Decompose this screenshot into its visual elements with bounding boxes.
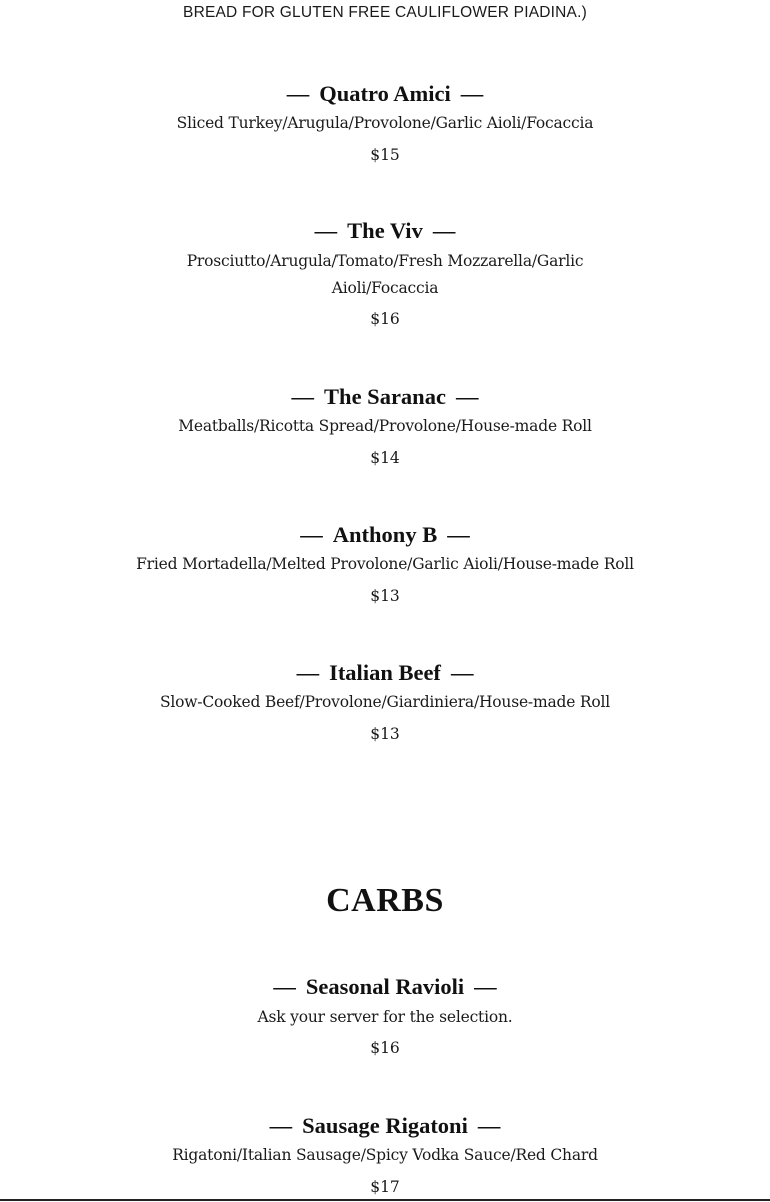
menu-item-description: Rigatoni/Italian Sausage/Spicy Vodka Sauce/Red Chard — [172, 1146, 598, 1164]
title-dash-right: — — [460, 81, 484, 106]
gluten-free-note: BREAD FOR GLUTEN FREE CAULIFLOWER PIADINA.) — [183, 4, 587, 21]
menu-item-description: Fried Mortadella/Melted Provolone/Garlic Aioli/House-made Roll — [136, 555, 634, 573]
menu-item-the-saranac — [0, 384, 770, 468]
menu-item-title — [0, 522, 770, 548]
title-dash-right: — — [474, 974, 497, 999]
title-dash-left: — — [269, 1113, 293, 1138]
menu-item-title — [0, 81, 770, 107]
title-dash-right: — — [447, 522, 470, 547]
title-dash-left: — — [296, 660, 320, 685]
title-dash-left: — — [291, 384, 315, 409]
title-dash-left: — — [273, 974, 296, 999]
menu-item-price: $13 — [370, 587, 400, 605]
menu-item-seasonal-ravioli — [0, 974, 770, 1058]
menu-item-sausage-rigatoni — [0, 1113, 770, 1197]
menu-item-title — [0, 660, 770, 686]
menu-item-name: Anthony B — [332, 522, 438, 547]
menu-item-italian-beef — [0, 660, 770, 744]
menu-item-name: Italian Beef — [329, 660, 441, 685]
title-dash-left: — — [314, 218, 338, 243]
section-heading-carbs: CARBS — [326, 882, 444, 919]
title-dash-right: — — [477, 1113, 501, 1138]
menu-item-name: Quatro Amici — [319, 81, 451, 106]
menu-item-title — [0, 384, 770, 410]
menu-item-price: $17 — [370, 1178, 400, 1196]
menu-item-name: The Saranac — [324, 384, 446, 409]
title-dash-left: — — [286, 81, 310, 106]
menu-item-price: $13 — [370, 725, 400, 743]
menu-item-description: Prosciutto/Arugula/Tomato/Fresh Mozzarella/Garlic Aioli/Focaccia — [186, 252, 584, 297]
menu-item-the-viv — [0, 218, 770, 329]
title-dash-right: — — [455, 384, 479, 409]
menu-item-anthony-b — [0, 522, 770, 606]
menu-item-title — [0, 1113, 770, 1139]
title-dash-right: — — [450, 660, 474, 685]
title-dash-right: — — [432, 218, 456, 243]
menu-item-name: The Viv — [347, 218, 423, 243]
menu-item-description: Sliced Turkey/Arugula/Provolone/Garlic Aioli/Focaccia — [176, 114, 594, 132]
menu-item-name: Seasonal Ravioli — [305, 974, 465, 999]
menu-item-name: Sausage Rigatoni — [302, 1113, 468, 1138]
menu-item-price: $16 — [370, 310, 400, 328]
menu-item-price: $15 — [370, 146, 400, 164]
menu-item-title — [0, 218, 770, 244]
page-bottom-divider — [0, 1199, 770, 1201]
menu-item-title — [0, 974, 770, 1000]
menu-item-description: Meatballs/Ricotta Spread/Provolone/House-made Roll — [178, 417, 592, 435]
title-dash-left: — — [300, 522, 323, 547]
menu-item-description: Ask your server for the selection. — [257, 1008, 513, 1026]
menu-item-description: Slow-Cooked Beef/Provolone/Giardiniera/House-made Roll — [159, 693, 611, 711]
menu-item-price: $14 — [370, 449, 400, 467]
menu-item-quatro-amici — [0, 81, 770, 165]
menu-item-price: $16 — [370, 1039, 400, 1057]
